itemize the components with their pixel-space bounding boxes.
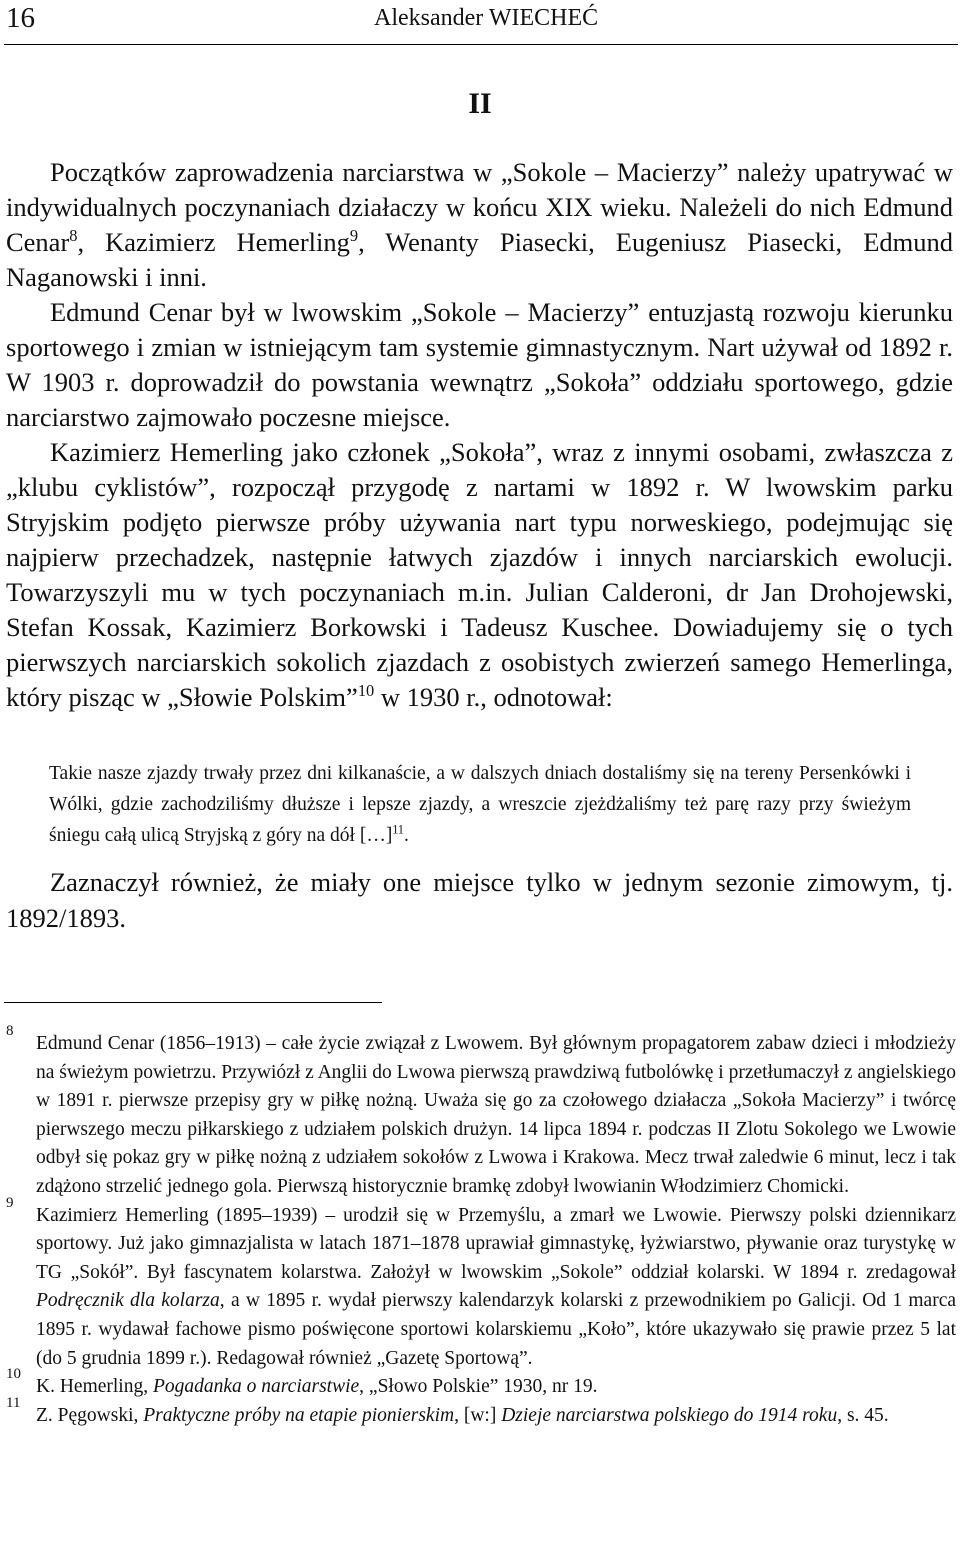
paragraph-3-text-a: Kazimierz Hemerling jako członek „Sokoła”, wraz z innymi osobami, zwłaszcza z „klubu cyklistów”, rozpoczął przygodę z nartami w 1892 r. W lwowskim parku Stryjskim podjęto pierwsze próby używania nart typu norweskiego, podejmując się najpierw przechadzek, następnie łatwych zjazdów i innych narciarskich ewolucji. Towarzyszyli mu w tych poczynaniach m.in. Julian Calderoni, dr Jan Drohojewski, Stefan Kossak, Kazimierz Borkowski i Tadeusz Kuschee. Dowiadujemy się o tych pierwszych narciarskich sokolich zjazdach z osobistych zwierzeń samego Hemerlinga, który pisząc w „Słowie Polskim” (6, 437, 953, 712)
footnote-title-italic: Praktyczne próby na etapie pionierskim (143, 1404, 455, 1426)
footnote-text-a: Z. Pęgowski, (36, 1404, 144, 1426)
block-quote (49, 758, 911, 851)
paragraph-1 (6, 155, 953, 295)
footnote-ref-9: 9 (349, 226, 359, 246)
paragraph-1-text-a: Początków zaprowadzenia narciarstwa w „Sokole – Macierzy” należy upatrywać w indywidualnych poczynaniach działaczy w końcu XIX wieku. Należeli do nich Edmund Cenar (6, 157, 953, 257)
running-head-author: Aleksander WIECHEĆ (374, 5, 599, 31)
footnote-text-c: , s. 45. (837, 1404, 889, 1426)
footnote-9 (6, 1194, 957, 1374)
footnote-separator (4, 1002, 382, 1003)
footnote-mark: 9 (6, 1194, 14, 1211)
page-number: 16 (6, 2, 35, 34)
footnote-title-italic: Podręcznik dla kolarza (36, 1290, 220, 1312)
footnote-title-italic: Pogadanka o narciarstwie (152, 1376, 360, 1398)
footnote-text-a: K. Hemerling, (36, 1376, 153, 1398)
footnote-ref-8: 8 (69, 226, 78, 246)
footnote-text-b: , [w:] (454, 1404, 502, 1426)
footnote-ref-10: 10 (357, 681, 375, 701)
paragraph-3 (6, 435, 953, 715)
chapter-heading: II (468, 87, 492, 120)
footnote-text-b: , „Słowo Polskie” 1930, nr 19. (359, 1376, 598, 1398)
footnote-ref-11: 11 (392, 822, 404, 837)
footnote-text-b: , a w 1895 r. wydał pierwszy kalendarzyk kolarski z przewodnikiem po Galicji. Od 1 marca 1895 r. wydawał fachowe pismo poświęcone sportowi kolarskiemu „Koło”, które ukazywało się prawie przez 5 lat (do 5 grudnia 1899 r.). Redagował również „Gazetę Sportową”. (36, 1290, 957, 1369)
footnote-mark: 11 (6, 1394, 21, 1411)
quote-end: . (403, 825, 409, 846)
footnote-11 (6, 1394, 956, 1431)
paragraph-after-quote: Zaznaczył również, że miały one miejsce tylko w jednym sezonie zimowym, tj. 1892/1893. (6, 867, 953, 933)
footnote-title-italic-2: Dzieje narciarstwa polskiego do 1914 roku (501, 1404, 838, 1426)
footnote-text: Edmund Cenar (1856–1913) – całe życie związał z Lwowem. Był głównym propagatorem zabaw dzieci i młodzieży na świeżym powietrzu. Przywiózł z Anglii do Lwowa pierwszą prawdziwą futbolówkę i przetłumaczył z angielskiego w 1891 r. pierwsze przepisy gry w piłkę nożną. Uważa się go za czołowego działacza „Sokoła Macierzy” i twórcę pierwszego meczu piłkarskiego z udziałem polskich drużyn. 14 lipca 1894 r. podczas II Zlotu Sokolego we Lwowie odbył się pokaz gry w piłkę nożną z udziałem sokołów z Lwowa i Krakowa. Mecz trwał zaledwie 6 minut, lecz i tak zdążono strzelić jednego gola. Pierwszą historycznie bramkę zdobył lwowianin Włodzimierz Chomicki. (36, 1033, 957, 1197)
footnote-mark: 10 (6, 1366, 21, 1383)
footnote-mark: 8 (6, 1023, 14, 1039)
paragraph-2: Edmund Cenar był w lwowskim „Sokole – Macierzy” entuzjastą rozwoju kierunku sportowego i zmian w istniejącym tam systemie gimnastycznym. Nart używał od 1892 r. W 1903 r. doprowadził do powstania wewnątrz „Sokoła” oddziału sportowego, gdzie narciarstwo zajmowało poczesne miejsce. (6, 297, 953, 432)
running-header (4, 0, 958, 45)
body-text (6, 155, 953, 715)
quote-text: Takie nasze zjazdy trwały przez dni kilkanaście, a w dalszych dniach dostaliśmy się na tereny Persenkówki i Wólki, gdzie zachodziliśmy dłuższe i lepsze zjazdy, a wreszcie zjeżdżaliśmy też parę razy przy świeżym śniegu całą ulicą Stryjską z góry na dół […] (49, 763, 911, 846)
paragraph-1-text-b: , Kazimierz Hemerling (77, 227, 350, 257)
footnote-8 (6, 1023, 957, 1202)
paragraph-1-text-c: , Wenanty Piasecki, Eugeniusz Piasecki, Edmund Naganowski i inni. (6, 227, 954, 292)
paragraph-3-text-b: w 1930 r., odnotował: (374, 682, 613, 712)
footnote-text-a: Kazimierz Hemerling (1895–1939) – urodził się w Przemyślu, a zmarł we Lwowie. Pierwszy polski dziennikarz sportowy. Już jako gimnazjalista w latach 1871–1878 uprawiał gimnastykę, łyżwiarstwo, pływanie oraz turystykę w TG „Sokół”. Był fascynatem kolarstwa. Założył w lwowskim „Sokole” oddział kolarski. W 1894 r. zredagował (36, 1204, 956, 1283)
footnote-10 (6, 1366, 956, 1402)
footnotes (6, 1023, 957, 1430)
